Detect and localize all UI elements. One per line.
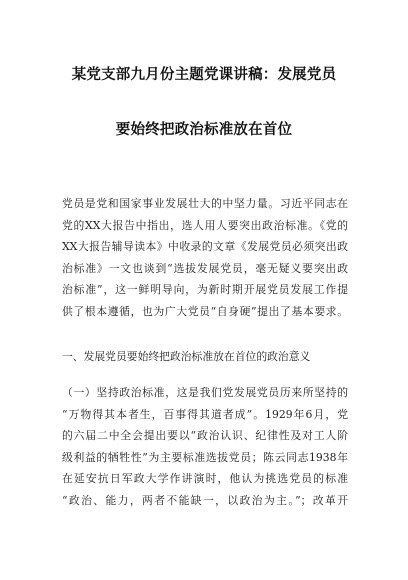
paragraph-line: 的六届二中全会提出要以“政治认识、纪律性及对工人阶 xyxy=(62,429,348,442)
paragraph-line: 在延安抗日军政大学作讲演时，他认为挑选党员的标准 xyxy=(62,472,348,485)
paragraph-line: 党的XX大报告中指出，选人用人要突出政治标准。《党的 xyxy=(62,219,348,232)
paragraph-line: 治标准》一文也谈到“选拔发展党员，毫无疑义要突出政 xyxy=(62,262,348,275)
paragraph-line: 党员是党和国家事业发展壮大的中坚力量。习近平同志在 xyxy=(62,197,348,210)
paragraph-line: 级利益的牺牲性”为主要标准选拔党员；陈云同志1938年 xyxy=(62,451,348,464)
paragraph-line: （一）坚持政治标准，这是我们党发展党员历来所坚持的 xyxy=(62,386,348,399)
section-heading: 一、发展党员要始终把政治标准放在首位的政治意义 xyxy=(62,350,311,363)
paragraph-line: XX大报告辅导读本》中收录的文章《发展党员必须突出政 xyxy=(62,240,348,253)
paragraph-line: 供了根本遵循，也为广大党员“自身硬”提出了基本要求。 xyxy=(62,305,348,318)
document-title-line-1: 某党支部九月份主题党课讲稿：发展党员 xyxy=(71,66,337,83)
document-title-line-2: 要始终把政治标准放在首位 xyxy=(115,121,293,138)
paragraph-line: “政治、能力，两者不能缺一，以政治为主。”；改革开 xyxy=(62,494,348,507)
paragraph-line: 治标准”，这一鲜明导向，为新时期开展党员发展工作提 xyxy=(62,283,348,296)
paragraph-line: “万物得其本者生，百事得其道者成”。1929年6月，党 xyxy=(62,408,348,421)
